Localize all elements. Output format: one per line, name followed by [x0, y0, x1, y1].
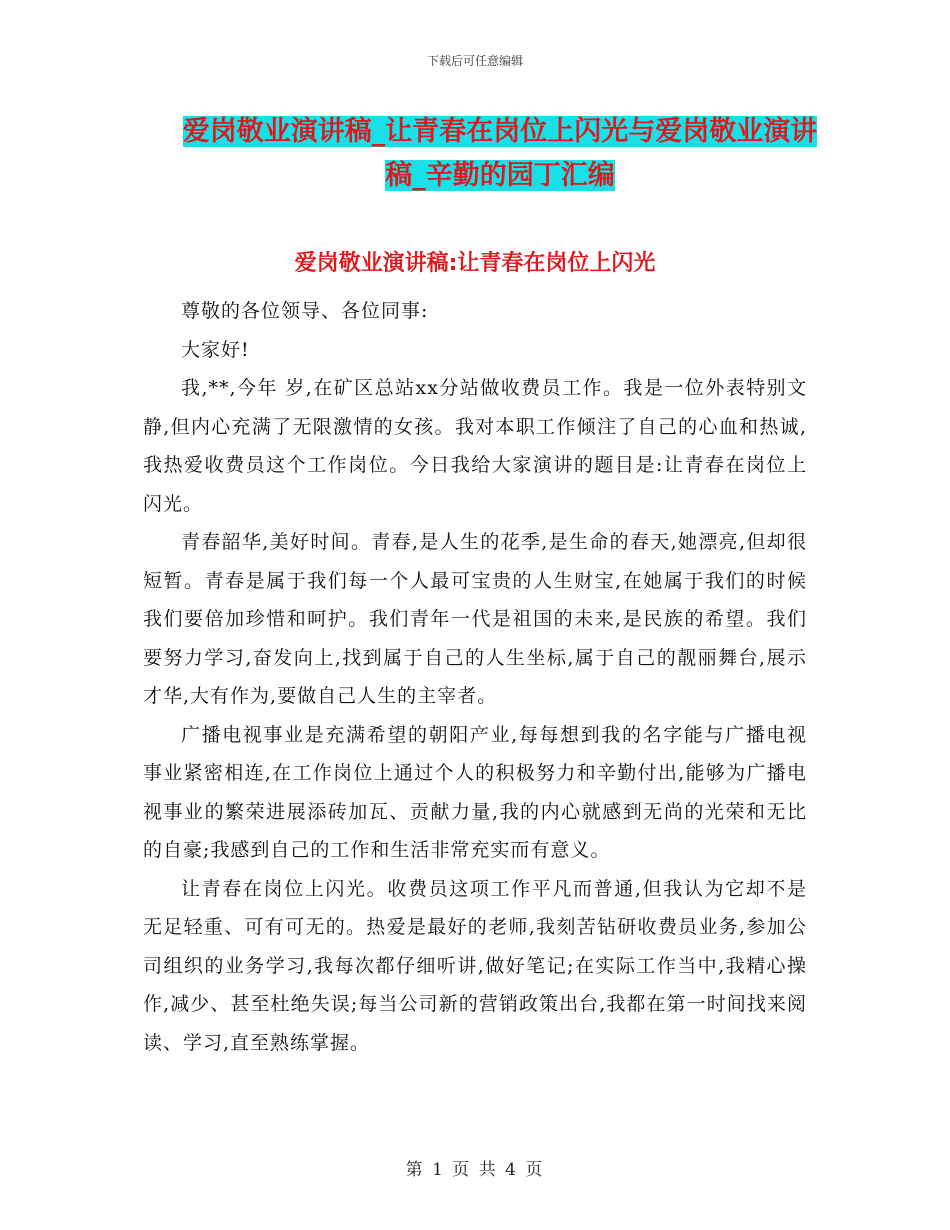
paragraph-work: 让青春在岗位上闪光。收费员这项工作平凡而普通,但我认为它却不是无足轻重、可有可无的。热爱是最好的老师,我刻苦钻研收费员业务,参加公司组织的业务学习,我每次都仔细听讲,做好笔记;在实际工作当中,我精心操作,减少、甚至杜绝失误;每当公司新的营销政策出台,我都在第一时间找来阅读、学习,直至熟练掌握。 — [143, 877, 807, 1054]
page-number-footer: 第 1 页 共 4 页 — [405, 1160, 545, 1180]
paragraph-salutation: 尊敬的各位领导、各位同事: — [181, 300, 429, 322]
section-title: 爱岗敬业演讲稿:让青春在岗位上闪光 — [294, 251, 656, 276]
paragraph-greeting: 大家好! — [181, 338, 250, 361]
document-title — [180, 110, 820, 198]
paragraph-broadcasting: 广播电视事业是充满希望的朝阳产业,每每想到我的名字能与广播电视事业紧密相连,在工作岗位上通过个人的积极努力和辛勤付出,能够为广播电视事业的繁荣进展添砖加瓦、贡献力量,我的内心就感到无尚的光荣和无比的自豪;我感到自己的工作和生活非常充实而有意义。 — [143, 723, 807, 861]
header-note: 下载后可任意编辑 — [426, 54, 523, 68]
paragraph-introduction: 我,**,今年 岁,在矿区总站xx分站做收费员工作。我是一位外表特别文静,但内心充满了无限激情的女孩。我对本职工作倾注了自己的心血和热诚,我热爱收费员这个工作岗位。今日我给大家演讲的题目是:让青春在岗位上闪光。 — [143, 377, 807, 515]
document-title-line-1: 爱岗敬业演讲稿_让青春在岗位上闪光与爱岗敬业演讲 — [182, 116, 818, 147]
paragraph-youth: 青春韶华,美好时间。青春,是人生的花季,是生命的春天,她漂亮,但却很短暂。青春是属于我们每一个人最可宝贵的人生财宝,在她属于我们的时候我们要倍加珍惜和呵护。我们青年一代是祖国的未来,是民族的希望。我们要努力学习,奋发向上,找到属于自己的人生坐标,属于自己的靓丽舞台,展示才华,大有作为,要做自己人生的主宰者。 — [143, 531, 807, 707]
document-title-line-2: 稿_辛勤的园丁汇编 — [385, 160, 615, 191]
document-body — [143, 292, 807, 1062]
